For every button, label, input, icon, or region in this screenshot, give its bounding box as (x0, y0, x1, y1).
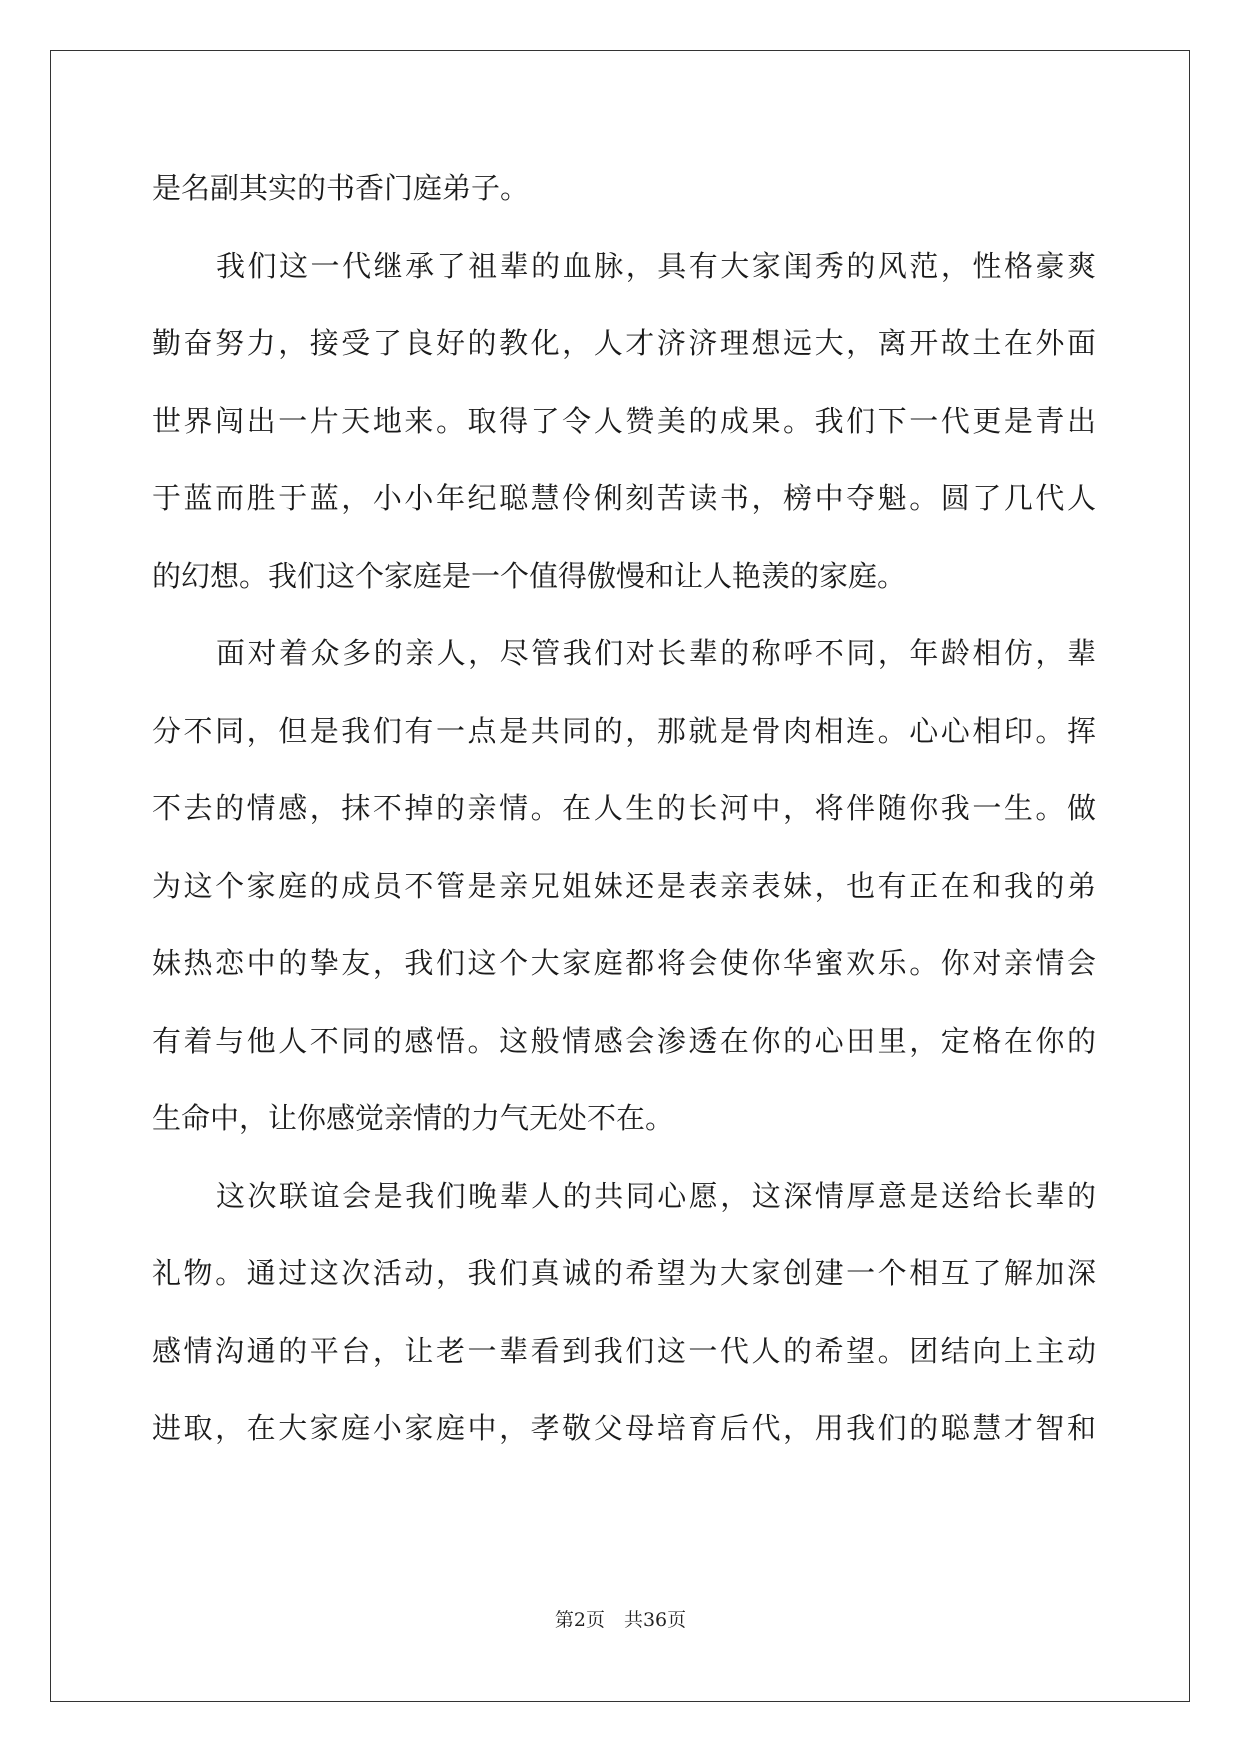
text-line: 我们这一代继承了祖辈的血脉，具有大家闺秀的风范，性格豪爽 (216, 248, 1096, 283)
text-line: 是名副其实的书香门庭弟子。 (152, 171, 530, 205)
text-line: 进取，在大家庭小家庭中，孝敬父母培育后代，用我们的聪慧才智和 (152, 1411, 1096, 1445)
text-line: 面对着众多的亲人，尽管我们对长辈的称呼不同，年龄相仿，辈 (216, 636, 1096, 670)
text-line: 勤奋努力，接受了良好的教化，人才济济理想远大，离开故土在外面 (152, 326, 1096, 360)
text-line: 这次联谊会是我们晚辈人的共同心愿，这深情厚意是送给长辈的 (216, 1178, 1096, 1213)
text-line: 不去的情感，抹不掉的亲情。在人生的长河中，将伴随你我一生。做 (152, 791, 1096, 825)
text-line: 为这个家庭的成员不管是亲兄姐妹还是表亲表妹，也有正在和我的弟 (152, 868, 1096, 903)
text-line: 感情沟通的平台，让老一辈看到我们这一代人的希望。团结向上主动 (152, 1333, 1096, 1368)
text-line: 有着与他人不同的感悟。这般情感会渗透在你的心田里，定格在你的 (152, 1023, 1096, 1058)
text-line: 的幻想。我们这个家庭是一个值得傲慢和让人艳羡的家庭。 (152, 558, 907, 593)
text-line: 礼物。通过这次活动，我们真诚的希望为大家创建一个相互了解加深 (152, 1256, 1096, 1290)
document-body (152, 150, 1096, 1468)
text-line: 生命中，让你感觉亲情的力气无处不在。 (152, 1101, 675, 1135)
page-number: 第2页 共36页 (554, 1609, 687, 1631)
text-line: 世界闯出一片天地来。取得了令人赞美的成果。我们下一代更是青出 (152, 403, 1096, 438)
text-line: 于蓝而胜于蓝，小小年纪聪慧伶俐刻苦读书，榜中夺魁。圆了几代人 (152, 481, 1096, 515)
text-line: 分不同，但是我们有一点是共同的，那就是骨肉相连。心心相印。挥 (152, 713, 1096, 748)
text-line: 妹热恋中的挚友，我们这个大家庭都将会使你华蜜欢乐。你对亲情会 (152, 946, 1096, 980)
